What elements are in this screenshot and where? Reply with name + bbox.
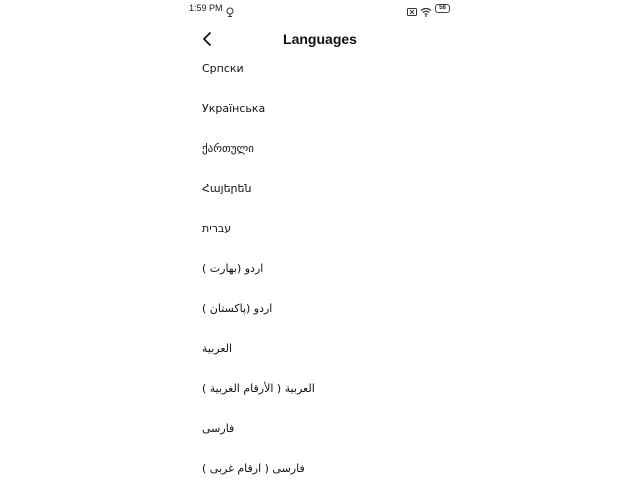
language-label: العربية: [202, 342, 233, 355]
language-item-urdu-pakistan[interactable]: [181, 290, 459, 330]
language-item-urdu-india[interactable]: [181, 250, 459, 290]
language-item-arabic-western-digits[interactable]: [181, 370, 459, 410]
sim-icon: [407, 4, 417, 22]
language-label: فارسی ( ارقام غربی ): [202, 462, 305, 475]
language-item-georgian[interactable]: [181, 130, 459, 170]
language-label: اردو (بھارت ): [202, 262, 264, 275]
language-label: עברית: [202, 222, 232, 235]
language-list: [181, 50, 459, 480]
wifi-icon: [420, 4, 432, 22]
language-item-armenian[interactable]: [181, 170, 459, 210]
language-label: فارسی: [202, 422, 235, 435]
notification-icon: [225, 4, 235, 22]
language-label: Српски: [202, 62, 244, 75]
language-item-arabic[interactable]: [181, 330, 459, 370]
language-label: العربية ( الأرقام الغربية ): [202, 382, 315, 395]
language-label: Українська: [202, 102, 266, 115]
status-time: 1:59 PM: [189, 3, 223, 13]
language-item-hebrew[interactable]: [181, 210, 459, 250]
language-settings-screen: [181, 0, 459, 480]
language-label: ქართული: [202, 142, 254, 155]
battery-icon: 58: [435, 4, 450, 13]
language-item-serbian[interactable]: [181, 50, 459, 90]
language-item-persian-western-digits[interactable]: [181, 450, 459, 480]
page-title: Languages: [283, 31, 357, 47]
status-bar: [181, 0, 459, 18]
language-label: Հայերեն: [202, 182, 252, 195]
language-item-persian[interactable]: [181, 410, 459, 450]
language-label: اردو (پاکستان ): [202, 302, 273, 315]
language-item-ukrainian[interactable]: [181, 90, 459, 130]
